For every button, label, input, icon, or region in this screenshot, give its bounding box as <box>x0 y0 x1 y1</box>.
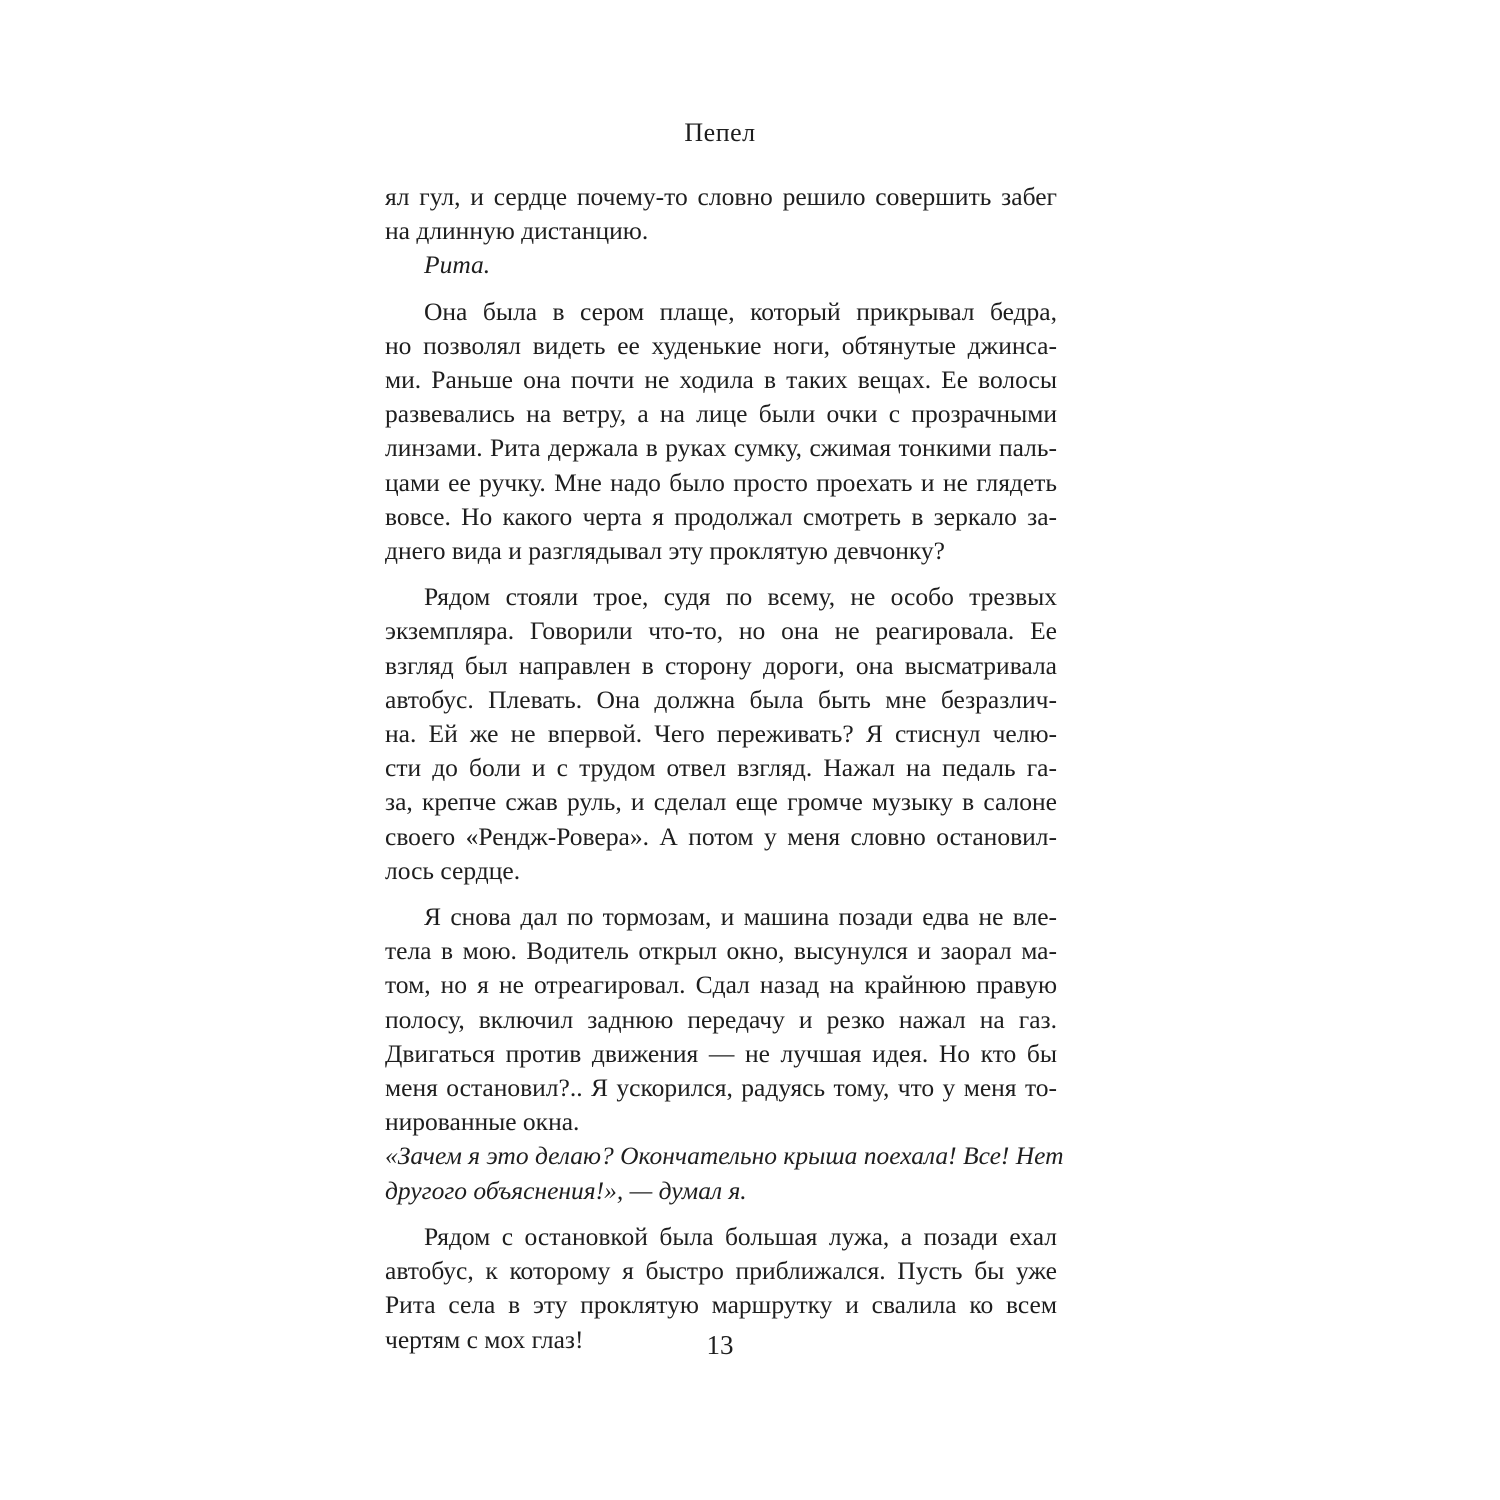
paragraph <box>385 295 1057 569</box>
text-line: Рядом с остановкой была большая лужа, а позади ехал <box>424 1221 1057 1251</box>
text-line: меня остановил?.. Я ускорился, радуясь тому, что у меня то- <box>385 1073 1057 1103</box>
text-line: развевались на ветру, а на лице были очки с прозрачными <box>385 399 1057 429</box>
text-line: нированные окна. <box>385 1107 580 1137</box>
running-head: Пепел <box>684 118 756 147</box>
text-line: тела в мою. Водитель открыл окно, высунулся и заорал ма- <box>385 936 1057 966</box>
text-line: но позволял видеть ее худенькие ноги, обтянутые джинса- <box>385 330 1057 360</box>
text-line: Двигаться против движения — не лучшая идея. Но кто бы <box>385 1038 1057 1068</box>
text-line: на. Ей же не впервой. Чего переживать? Я стиснул челю- <box>385 719 1057 749</box>
paragraph <box>385 900 1057 1139</box>
paragraph-thought <box>385 1139 1064 1207</box>
text-line: том, но я не отреагировал. Сдал назад на крайнюю правую <box>385 970 1057 1000</box>
text-line: своего «Рендж-Ровера». А потом у меня словно остановил- <box>385 821 1057 851</box>
page-number: 13 <box>706 1330 734 1360</box>
text-line: Рита села в эту проклятую маршрутку и свалила ко всем <box>385 1290 1057 1320</box>
text-line: взгляд был направлен в сторону дороги, она высматривала <box>385 650 1057 680</box>
body-text <box>385 180 1064 1357</box>
text-line: цами ее ручку. Мне надо было просто проехать и не глядеть <box>385 467 1057 497</box>
text-line: автобус, к которому я быстро приближался. Пусть бы уже <box>385 1256 1057 1286</box>
text-line: другого объяснения!», — думал я. <box>385 1175 747 1205</box>
text-line: Я снова дал по тормозам, и машина позади едва не вле- <box>424 902 1057 932</box>
text-line: линзами. Рита держала в руках сумку, сжимая тонкими паль- <box>385 433 1057 463</box>
text-line: Рита. <box>424 250 491 280</box>
text-line: экземпляра. Говорили что-то, но она не реагировала. Ее <box>385 616 1057 646</box>
paragraph-rita <box>385 248 1057 282</box>
paragraph <box>385 580 1057 888</box>
text-line: Рядом стояли трое, судя по всему, не особо трезвых <box>424 582 1057 612</box>
text-line: вовсе. Но какого черта я продолжал смотреть в зеркало за- <box>385 501 1057 531</box>
text-line: чертям с мох глаз! <box>385 1324 584 1354</box>
text-line: ял гул, и сердце почему-то словно решило совершить забег <box>385 182 1057 211</box>
text-line: за, крепче сжав руль, и сделал еще громче музыку в салоне <box>385 787 1057 817</box>
text-line: днего вида и разглядывал эту проклятую девчонку? <box>385 536 946 566</box>
text-line: полосу, включил заднюю передачу и резко нажал на газ. <box>385 1004 1057 1034</box>
text-line: сти до боли и с трудом отвел взгляд. Нажал на педаль га- <box>385 753 1057 783</box>
text-line: Она была в сером плаще, который прикрывал бедра, <box>424 296 1057 326</box>
text-line: лось сердце. <box>385 855 521 885</box>
text-line: «Зачем я это делаю? Окончательно крыша поехала! Все! Нет <box>385 1141 1064 1171</box>
text-line: автобус. Плевать. Она должна была быть мне безразлич- <box>385 684 1057 714</box>
paragraph-continuation <box>385 180 1057 248</box>
text-line: на длинную дистанцию. <box>385 216 649 246</box>
text-line: ми. Раньше она почти не ходила в таких вещах. Ее волосы <box>385 365 1057 395</box>
